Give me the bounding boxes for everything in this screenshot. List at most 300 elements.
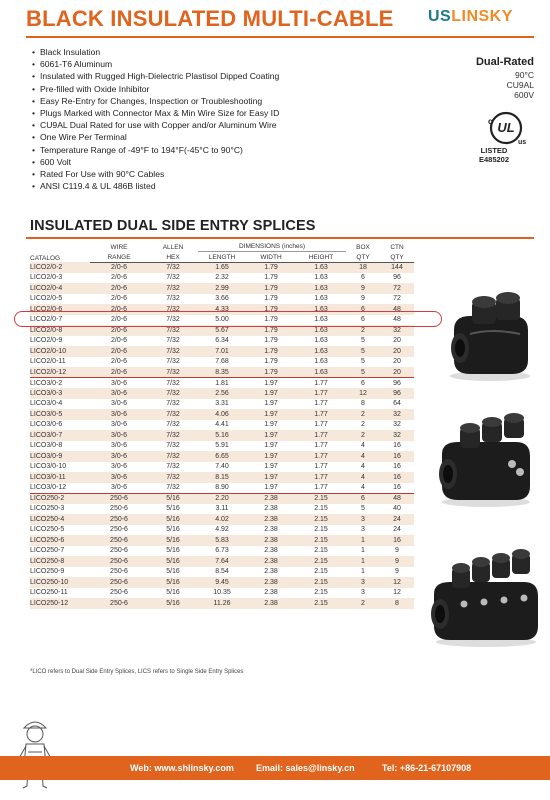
table-cell: 3/0-6 xyxy=(90,472,148,483)
table-cell: 12 xyxy=(346,388,380,399)
footer-tel: Tel: +86-21-67107908 xyxy=(382,763,472,773)
table-cell: 1.79 xyxy=(246,304,296,315)
table-cell: 16 xyxy=(380,451,414,462)
table-cell: 2.15 xyxy=(296,556,346,567)
table-row xyxy=(30,451,414,462)
table-cell: 6 xyxy=(346,304,380,315)
rating-line: 90°C xyxy=(515,70,534,80)
table-cell: 5.91 xyxy=(198,441,246,452)
table-cell: 48 xyxy=(380,315,414,326)
table-cell: 2.15 xyxy=(296,504,346,515)
table-row xyxy=(30,283,414,294)
ul-listing xyxy=(464,146,524,164)
table-cell: 48 xyxy=(380,493,414,504)
table-cell: 2.38 xyxy=(246,535,296,546)
table-cell: 1.97 xyxy=(246,441,296,452)
table-cell: 72 xyxy=(380,294,414,305)
table-cell: 1.79 xyxy=(246,346,296,357)
table-cell: 5/16 xyxy=(148,525,198,536)
table-cell: 2 xyxy=(346,420,380,431)
table-cell: 1.81 xyxy=(198,378,246,389)
table-cell: 20 xyxy=(380,357,414,368)
table-cell: 2.56 xyxy=(198,388,246,399)
table-cell: 2.15 xyxy=(296,567,346,578)
feature-item: • Black Insulation xyxy=(32,46,279,58)
table-cell: 2/0-6 xyxy=(90,336,148,347)
ul-mark-us: us xyxy=(518,139,526,146)
table-cell: 5.67 xyxy=(198,325,246,336)
table-cell: LICO2/0-8 xyxy=(30,325,90,336)
header-width: WIDTH xyxy=(246,251,296,262)
feature-item: • 600 Volt xyxy=(32,156,279,168)
table-cell: 2/0-6 xyxy=(90,262,148,273)
table-cell: 4 xyxy=(346,462,380,473)
table-cell: 2.38 xyxy=(246,588,296,599)
table-cell: 7/32 xyxy=(148,441,198,452)
table-cell: LICO2/0-10 xyxy=(30,346,90,357)
table-cell: 20 xyxy=(380,336,414,347)
table-cell: 5.16 xyxy=(198,430,246,441)
table-row xyxy=(30,409,414,420)
table-cell: LICO3/0-6 xyxy=(30,420,90,431)
table-cell: 2/0-6 xyxy=(90,357,148,368)
table-cell: 7/32 xyxy=(148,451,198,462)
ul-listed-label: LISTED xyxy=(480,146,508,155)
table-row xyxy=(30,388,414,399)
table-cell: 7/32 xyxy=(148,409,198,420)
table-cell: 250-6 xyxy=(90,567,148,578)
table-cell: 7.68 xyxy=(198,357,246,368)
table-cell: 2.38 xyxy=(246,493,296,504)
feature-item: • Temperature Range of -49°F to 194°F(-45°C to 90°C) xyxy=(32,144,279,156)
rating-block xyxy=(476,56,534,100)
table-cell: 3/0-6 xyxy=(90,378,148,389)
table-cell: 1.63 xyxy=(296,304,346,315)
table-cell: 2/0-6 xyxy=(90,273,148,284)
table-cell: 3/0-6 xyxy=(90,483,148,494)
table-cell: 1.77 xyxy=(296,409,346,420)
table-cell: 48 xyxy=(380,304,414,315)
table-cell: 1.79 xyxy=(246,367,296,378)
splice-spec-table xyxy=(30,241,414,609)
table-cell: 2/0-6 xyxy=(90,304,148,315)
table-cell: LICO250-11 xyxy=(30,588,90,599)
table-cell: 3 xyxy=(346,514,380,525)
table-cell: 1.79 xyxy=(246,357,296,368)
table-cell: LICO250-5 xyxy=(30,525,90,536)
table-row xyxy=(30,514,414,525)
table-cell: 12 xyxy=(380,577,414,588)
table-cell: 1.77 xyxy=(296,483,346,494)
table-cell: 1.65 xyxy=(198,262,246,273)
table-cell: 250-6 xyxy=(90,577,148,588)
footer-web[interactable]: Web: www.shlinsky.com xyxy=(130,763,234,773)
table-cell: 72 xyxy=(380,283,414,294)
table-cell: 6.34 xyxy=(198,336,246,347)
table-cell: 6 xyxy=(346,273,380,284)
table-cell: 5/16 xyxy=(148,556,198,567)
table-cell: 9 xyxy=(346,283,380,294)
table-cell: LICO3/0-7 xyxy=(30,430,90,441)
table-cell: 1.97 xyxy=(246,462,296,473)
table-cell: 5/16 xyxy=(148,598,198,609)
ul-mark-c: c xyxy=(488,117,493,126)
table-cell: 3.11 xyxy=(198,504,246,515)
table-cell: 5 xyxy=(346,357,380,368)
table-cell: LICO3/0-4 xyxy=(30,399,90,410)
table-cell: 2.38 xyxy=(246,504,296,515)
table-cell: 2/0-6 xyxy=(90,283,148,294)
table-cell: 2.15 xyxy=(296,598,346,609)
table-cell: 2.15 xyxy=(296,588,346,599)
table-cell: 16 xyxy=(380,472,414,483)
table-cell: LICO250-3 xyxy=(30,504,90,515)
header-box-2: QTY xyxy=(346,251,380,262)
table-cell: 1.97 xyxy=(246,430,296,441)
table-cell: LICO3/0-2 xyxy=(30,378,90,389)
table-cell: LICO3/0-5 xyxy=(30,409,90,420)
table-cell: 6 xyxy=(346,315,380,326)
table-cell: 7/32 xyxy=(148,472,198,483)
table-cell: 1.63 xyxy=(296,315,346,326)
table-cell: LICO2/0-5 xyxy=(30,294,90,305)
table-cell: 250-6 xyxy=(90,535,148,546)
ul-mark-ul: UL xyxy=(497,120,515,135)
table-cell: 5 xyxy=(346,367,380,378)
table-row xyxy=(30,430,414,441)
table-cell: 1.79 xyxy=(246,336,296,347)
table-cell: LICO250-10 xyxy=(30,577,90,588)
table-cell: 7/32 xyxy=(148,262,198,273)
table-cell: LICO2/0-11 xyxy=(30,357,90,368)
table-cell: 5/16 xyxy=(148,504,198,515)
table-cell: 1.63 xyxy=(296,262,346,273)
table-cell: 9 xyxy=(380,556,414,567)
table-cell: 7/32 xyxy=(148,294,198,305)
ul-listed-logo xyxy=(484,110,526,146)
table-cell: 250-6 xyxy=(90,598,148,609)
table-cell: 9 xyxy=(346,294,380,305)
table-cell: 2/0-6 xyxy=(90,315,148,326)
table-cell: 12 xyxy=(380,588,414,599)
table-cell: 3 xyxy=(346,588,380,599)
table-cell: 1.97 xyxy=(246,472,296,483)
table-cell: 144 xyxy=(380,262,414,273)
table-row xyxy=(30,525,414,536)
table-cell: 2.15 xyxy=(296,535,346,546)
table-cell: 5/16 xyxy=(148,535,198,546)
table-cell: 1 xyxy=(346,567,380,578)
table-cell: 1.77 xyxy=(296,451,346,462)
table-row xyxy=(30,420,414,431)
table-cell: 250-6 xyxy=(90,546,148,557)
table-row xyxy=(30,273,414,284)
table-cell: 2.38 xyxy=(246,546,296,557)
table-cell: LICO250-9 xyxy=(30,567,90,578)
table-cell: 1 xyxy=(346,535,380,546)
table-cell: 2.99 xyxy=(198,283,246,294)
header-box-1: BOX xyxy=(356,243,370,251)
table-cell: LICO2/0-9 xyxy=(30,336,90,347)
table-cell: 4 xyxy=(346,441,380,452)
table-cell: 1.97 xyxy=(246,378,296,389)
row-highlight-outline xyxy=(14,311,442,327)
table-cell: LICO250-12 xyxy=(30,598,90,609)
table-cell: 4 xyxy=(346,472,380,483)
table-cell: 18 xyxy=(346,262,380,273)
table-row xyxy=(30,577,414,588)
table-cell: 16 xyxy=(380,535,414,546)
table-row xyxy=(30,378,414,389)
table-cell: 5/16 xyxy=(148,567,198,578)
feature-item: • 6061-T6 Aluminum xyxy=(32,58,279,70)
feature-item: • Rated For Use with 90°C Cables xyxy=(32,168,279,180)
table-cell: 6 xyxy=(346,493,380,504)
table-cell: 3 xyxy=(346,525,380,536)
table-cell: 64 xyxy=(380,399,414,410)
rating-heading: Dual-Rated xyxy=(475,56,534,68)
table-cell: 1.97 xyxy=(246,409,296,420)
table-row xyxy=(30,357,414,368)
table-cell: 1.63 xyxy=(296,357,346,368)
table-cell: 3/0-6 xyxy=(90,399,148,410)
table-cell: 1.63 xyxy=(296,346,346,357)
table-cell: 96 xyxy=(380,388,414,399)
table-cell: LICO2/0-6 xyxy=(30,304,90,315)
header-ctn-2: QTY xyxy=(380,251,414,262)
table-row xyxy=(30,556,414,567)
table-cell: 3 xyxy=(346,577,380,588)
table-cell: 2 xyxy=(346,598,380,609)
feature-item: • Insulated with Rugged High-Dielectric Plastisol Dipped Coating xyxy=(32,70,279,82)
feature-item: • Easy Re-Entry for Changes, Inspection or Troubleshooting xyxy=(32,95,279,107)
table-cell: LICO250-2 xyxy=(30,493,90,504)
table-cell: 7.64 xyxy=(198,556,246,567)
table-cell: 2/0-6 xyxy=(90,367,148,378)
table-cell: 1.63 xyxy=(296,325,346,336)
table-cell: 1.97 xyxy=(246,451,296,462)
table-cell: 7/32 xyxy=(148,430,198,441)
contact-footer xyxy=(0,756,550,780)
table-row xyxy=(30,504,414,515)
table-cell: 1.79 xyxy=(246,273,296,284)
table-cell: 7/32 xyxy=(148,483,198,494)
header-rule xyxy=(26,36,534,38)
table-cell: 8 xyxy=(380,598,414,609)
table-cell: 2.20 xyxy=(198,493,246,504)
table-cell: 4.06 xyxy=(198,409,246,420)
feature-item: • One Wire Per Terminal xyxy=(32,131,279,143)
brand-logo xyxy=(428,8,513,26)
table-cell: 250-6 xyxy=(90,525,148,536)
header-ctn-1: CTN xyxy=(390,243,404,251)
table-cell: 7/32 xyxy=(148,283,198,294)
table-cell: LICO3/0-12 xyxy=(30,483,90,494)
table-cell: 1.97 xyxy=(246,399,296,410)
table-cell: 96 xyxy=(380,273,414,284)
table-cell: 20 xyxy=(380,346,414,357)
header-length: LENGTH xyxy=(198,251,246,262)
table-cell: 5 xyxy=(346,504,380,515)
table-cell: 2.38 xyxy=(246,567,296,578)
table-cell: 2 xyxy=(346,325,380,336)
table-cell: 9 xyxy=(380,567,414,578)
table-cell: 24 xyxy=(380,525,414,536)
table-cell: 250-6 xyxy=(90,504,148,515)
table-cell: 3/0-6 xyxy=(90,420,148,431)
table-cell: 6.73 xyxy=(198,546,246,557)
table-cell: 1.77 xyxy=(296,441,346,452)
table-cell: 7/32 xyxy=(148,388,198,399)
table-cell: 7/32 xyxy=(148,336,198,347)
table-cell: 1 xyxy=(346,546,380,557)
table-cell: 32 xyxy=(380,420,414,431)
table-row xyxy=(30,441,414,452)
table-cell: 5/16 xyxy=(148,577,198,588)
table-cell: LICO2/0-3 xyxy=(30,273,90,284)
table-cell: 7/32 xyxy=(148,273,198,284)
table-cell: 2.38 xyxy=(246,598,296,609)
footnote: *LICO refers to Dual Side Entry Splices, LICS refers to Single Side Entry Splices xyxy=(30,669,244,675)
table-cell: 1.77 xyxy=(296,420,346,431)
table-cell: LICO250-6 xyxy=(30,535,90,546)
table-cell: 1.77 xyxy=(296,378,346,389)
feature-item: • Plugs Marked with Connector Max & Min Wire Size for Easy ID xyxy=(32,107,279,119)
table-cell: 2.38 xyxy=(246,525,296,536)
table-cell: 250-6 xyxy=(90,588,148,599)
table-cell: 3/0-6 xyxy=(90,409,148,420)
table-cell: 1.97 xyxy=(246,420,296,431)
table-cell: 5/16 xyxy=(148,588,198,599)
table-cell: 4 xyxy=(346,451,380,462)
table-row xyxy=(30,483,414,494)
table-cell: LICO250-8 xyxy=(30,556,90,567)
table-cell: 32 xyxy=(380,325,414,336)
table-cell: 1.79 xyxy=(246,325,296,336)
table-cell: 3/0-6 xyxy=(90,451,148,462)
table-cell: 5/16 xyxy=(148,514,198,525)
table-cell: LICO250-7 xyxy=(30,546,90,557)
table-cell: 3.66 xyxy=(198,294,246,305)
table-row xyxy=(30,598,414,609)
table-cell: 10.35 xyxy=(198,588,246,599)
table-cell: LICO3/0-9 xyxy=(30,451,90,462)
feature-list xyxy=(32,46,279,192)
four-port-splice-image xyxy=(426,548,544,648)
footer-email[interactable]: Email: sales@linsky.cn xyxy=(256,763,355,773)
table-cell: 5/16 xyxy=(148,493,198,504)
table-cell: 1.77 xyxy=(296,462,346,473)
table-cell: 8 xyxy=(346,399,380,410)
table-cell: 1.63 xyxy=(296,283,346,294)
header-catalog: CATALOG xyxy=(30,254,61,262)
table-cell: 8.90 xyxy=(198,483,246,494)
two-port-splice-image xyxy=(440,290,540,382)
table-row xyxy=(30,462,414,473)
table-cell: 2.15 xyxy=(296,493,346,504)
table-cell: 2.15 xyxy=(296,577,346,588)
header-height: HEIGHT xyxy=(296,251,346,262)
table-row xyxy=(30,588,414,599)
table-cell: 1 xyxy=(346,556,380,567)
table-cell: 1.63 xyxy=(296,336,346,347)
table-cell: 1.77 xyxy=(296,399,346,410)
table-cell: 2/0-6 xyxy=(90,325,148,336)
table-row xyxy=(30,472,414,483)
table-cell: 2.32 xyxy=(198,273,246,284)
table-cell: LICO2/0-12 xyxy=(30,367,90,378)
table-cell: 4 xyxy=(346,483,380,494)
feature-item: • CU9AL Dual Rated for use with Copper and/or Aluminum Wire xyxy=(32,119,279,131)
table-cell: 8.15 xyxy=(198,472,246,483)
table-cell: 2/0-6 xyxy=(90,294,148,305)
table-cell: 5.83 xyxy=(198,535,246,546)
table-cell: 1.77 xyxy=(296,430,346,441)
table-cell: 24 xyxy=(380,514,414,525)
table-cell: 7/32 xyxy=(148,378,198,389)
table-cell: 4.92 xyxy=(198,525,246,536)
table-cell: 32 xyxy=(380,409,414,420)
table-cell: 96 xyxy=(380,378,414,389)
table-cell: 7.01 xyxy=(198,346,246,357)
header-allen-1: ALLEN xyxy=(162,243,184,251)
table-cell: 7/32 xyxy=(148,357,198,368)
worker-mascot-icon xyxy=(12,714,58,794)
table-cell: 3/0-6 xyxy=(90,430,148,441)
ul-file-number: E485202 xyxy=(478,155,510,164)
table-cell: LICO3/0-11 xyxy=(30,472,90,483)
section-title: INSULATED DUAL SIDE ENTRY SPLICES xyxy=(30,218,316,234)
table-cell: 7/32 xyxy=(148,462,198,473)
table-cell: 7/32 xyxy=(148,325,198,336)
feature-item: • ANSI C119.4 & UL 486B listed xyxy=(32,180,279,192)
table-row xyxy=(30,294,414,305)
table-cell: 1.97 xyxy=(246,483,296,494)
table-cell: 3/0-6 xyxy=(90,441,148,452)
table-cell: 250-6 xyxy=(90,493,148,504)
table-cell: 1.79 xyxy=(246,262,296,273)
rating-line: 600V xyxy=(514,90,534,100)
table-cell: 7/32 xyxy=(148,420,198,431)
logo-us: US xyxy=(428,8,452,25)
table-cell: 2 xyxy=(346,409,380,420)
table-cell: LICO3/0-8 xyxy=(30,441,90,452)
header-wire-1: WIRE xyxy=(110,243,128,251)
table-cell: 8.54 xyxy=(198,567,246,578)
table-row xyxy=(30,546,414,557)
table-cell: 4.41 xyxy=(198,420,246,431)
table-cell: 1.79 xyxy=(246,294,296,305)
header-dimensions: DIMENSIONS (inches) xyxy=(198,241,346,251)
table-cell: 20 xyxy=(380,367,414,378)
header-allen-2: HEX xyxy=(148,251,198,262)
table-cell: 7/32 xyxy=(148,399,198,410)
table-cell: 250-6 xyxy=(90,556,148,567)
table-cell: 1.63 xyxy=(296,273,346,284)
table-cell: 2.38 xyxy=(246,577,296,588)
table-cell: 3/0-6 xyxy=(90,388,148,399)
table-cell: 5/16 xyxy=(148,546,198,557)
table-cell: 7.40 xyxy=(198,462,246,473)
table-cell: 7/32 xyxy=(148,346,198,357)
table-cell: LICO3/0-10 xyxy=(30,462,90,473)
table-cell: 7/32 xyxy=(148,367,198,378)
table-cell: 2.15 xyxy=(296,546,346,557)
three-port-splice-image xyxy=(432,412,538,508)
table-cell: 8.35 xyxy=(198,367,246,378)
table-cell: 2.15 xyxy=(296,514,346,525)
table-cell: LICO2/0-4 xyxy=(30,283,90,294)
